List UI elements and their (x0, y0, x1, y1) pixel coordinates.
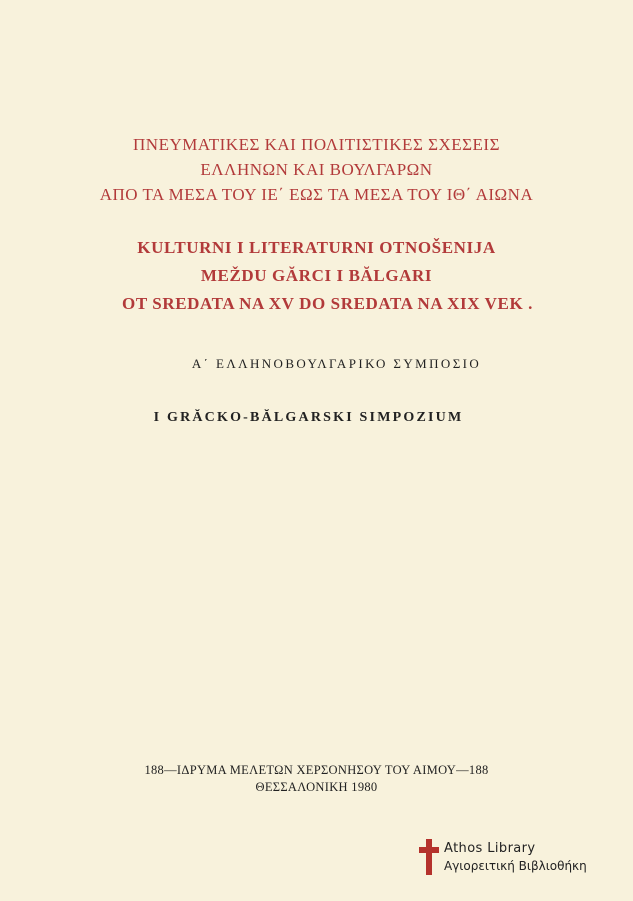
library-subtitle: Αγιορειτική Βιβλιοθήκη (444, 859, 587, 873)
publisher-line-2: ΘΕΣΣΑΛΟΝΙΚΗ 1980 (255, 780, 378, 794)
symposium-greek: Α΄ ΕΛΛΗΝΟΒΟΥΛΓΑΡΙΚΟ ΣΥΜΠΟΣΙΟ (191, 356, 482, 371)
library-name: Athos Library (444, 841, 536, 856)
greek-title-line-3: ΑΠΟ ΤΑ ΜΕΣΑ ΤΟΥ ΙΕ΄ ΕΩΣ ΤΑ ΜΕΣΑ ΤΟΥ ΙΘ΄ ΑΙΩΝΑ (99, 185, 534, 204)
latin-title (0, 234, 633, 318)
latin-title-line-2: MEŽDU GĂRCI I BĂLGARI (200, 266, 433, 285)
library-logo (418, 837, 608, 881)
publisher (0, 762, 633, 796)
latin-title-line-1: KULTURNI I LITERATURNI OTNOŠENIJA (137, 238, 496, 257)
greek-title-line-1: ΠΝΕΥΜΑΤΙΚΕΣ ΚΑΙ ΠΟΛΙΤΙΣΤΙΚΕΣ ΣΧΕΣΕΙΣ (133, 135, 500, 154)
greek-title-line-2: ΕΛΛΗΝΩΝ ΚΑΙ ΒΟΥΛΓΑΡΩΝ (200, 160, 433, 179)
greek-title (0, 132, 633, 207)
symposium-latin: I GRĂCKO-BĂLGARSKI SIMPOZIUM (153, 410, 464, 425)
publisher-line-1: 188—ΙΔΡΥΜΑ ΜΕΛΕΤΩΝ ΧΕΡΣΟΝΗΣΟΥ ΤΟΥ ΑΙΜΟΥ—188 (144, 763, 489, 777)
latin-title-line-3: OT SREDATA NA XV DO SREDATA NA XIX VEK . (122, 294, 533, 313)
cross-icon (418, 837, 440, 877)
